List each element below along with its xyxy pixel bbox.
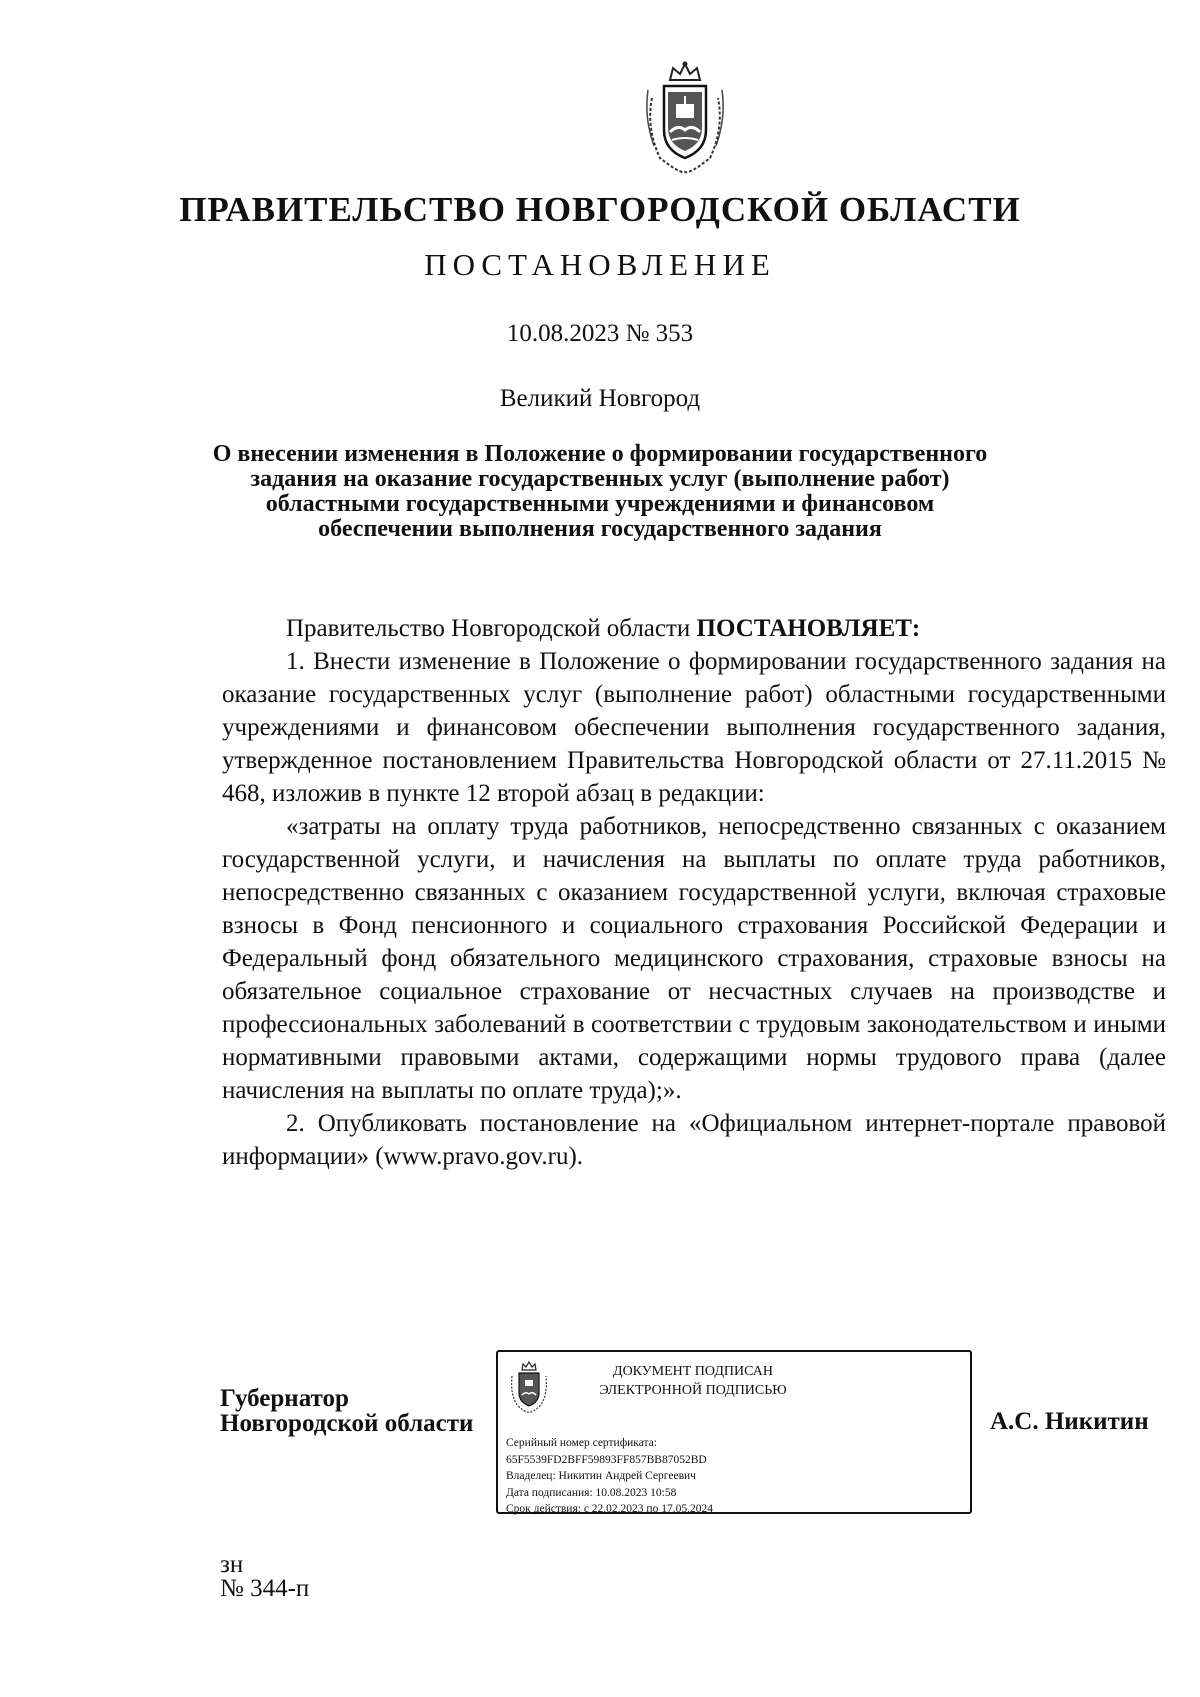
registration-number: № 344-п	[220, 1575, 310, 1602]
document-title	[200, 442, 1000, 542]
intro-text: Правительство Новгородской области	[286, 615, 697, 642]
cert-label: Серийный номер сертификата:	[506, 1437, 657, 1449]
position-line: Новгородской области	[220, 1410, 474, 1437]
footer-registration	[220, 1553, 309, 1601]
validity-period: Срок действия: с 22.02.2023 по 17.05.2024	[506, 1503, 713, 1515]
title-line: О внесении изменения в Положение о формировании государственного	[212, 441, 988, 467]
cert-number: 65F5539FD2BFF59893FF857BB87052BD	[506, 1453, 707, 1466]
date-and-number: 10.08.2023 № 353	[506, 320, 694, 347]
cert-owner: Владелец: Никитин Андрей Сергеевич	[506, 1470, 696, 1482]
city: Великий Новгород	[499, 385, 701, 412]
position-line: Губернатор	[220, 1385, 349, 1412]
executor-initials: зн	[220, 1551, 244, 1578]
coat-of-arms-icon	[508, 1360, 550, 1414]
resolves-word: ПОСТАНОВЛЯЕТ:	[696, 615, 921, 642]
stamp-details	[506, 1435, 713, 1518]
title-line: областными государственными учреждениями и финансовом	[265, 491, 935, 517]
paragraph-quote: «затраты на оплату труда работников, непосредственно связанных с оказанием государственной услуги, и начисления на выплаты по оплате труда работников, непосредственно связанных с оказанием государственной услуги, включая страховые взносы в Фонд пенсионного и социального страхования Российской Федерации и Федеральный фонд обязательного медицинского страхования, страховые взносы на обязательное социальное страхование от несчастных случаев на производстве и профессиональных заболеваний в соответствии с трудовым законодательством и иными нормативными правовыми актами, содержащими нормы трудового права (далее начисления на выплаты по оплате труда);».	[222, 813, 1166, 1104]
stamp-heading-line: ДОКУМЕНТ ПОДПИСАН	[613, 1364, 773, 1379]
title-line: обеспечении выполнения государственного задания	[318, 516, 882, 542]
paragraph-2: 2. Опубликовать постановление на «Официальном интернет-портале правовой информации» (www.pravo.gov.ru).	[222, 1110, 1166, 1170]
resolution-intro	[222, 612, 1166, 645]
document-body	[222, 612, 1166, 1173]
government-title: ПРАВИТЕЛЬСТВО НОВГОРОДСКОЙ ОБЛАСТИ	[179, 190, 1021, 229]
stamp-heading	[568, 1362, 818, 1400]
title-line: задания на оказание государственных услуг (выполнение работ)	[250, 466, 950, 492]
paragraph-1: 1. Внести изменение в Положение о формировании государственного задания на оказание государственных услуг (выполнение работ) областными государственными учреждениями и финансовом обеспечении выполнения государственного задания, утвержденное постановлением Правительства Новгородской области от 27.11.2015 № 468, изложив в пункте 12 второй абзац в редакции:	[222, 648, 1166, 807]
document-type: ПОСТАНОВЛЕНИЕ	[424, 247, 776, 282]
electronic-signature-stamp	[496, 1350, 972, 1514]
signatory-name: А.С. Никитин	[990, 1408, 1149, 1435]
coat-of-arms-icon	[640, 58, 730, 176]
stamp-heading-line: ЭЛЕКТРОННОЙ ПОДПИСЬЮ	[599, 1383, 787, 1398]
signatory-position	[220, 1386, 473, 1436]
signed-date: Дата подписания: 10.08.2023 10:58	[506, 1486, 677, 1499]
